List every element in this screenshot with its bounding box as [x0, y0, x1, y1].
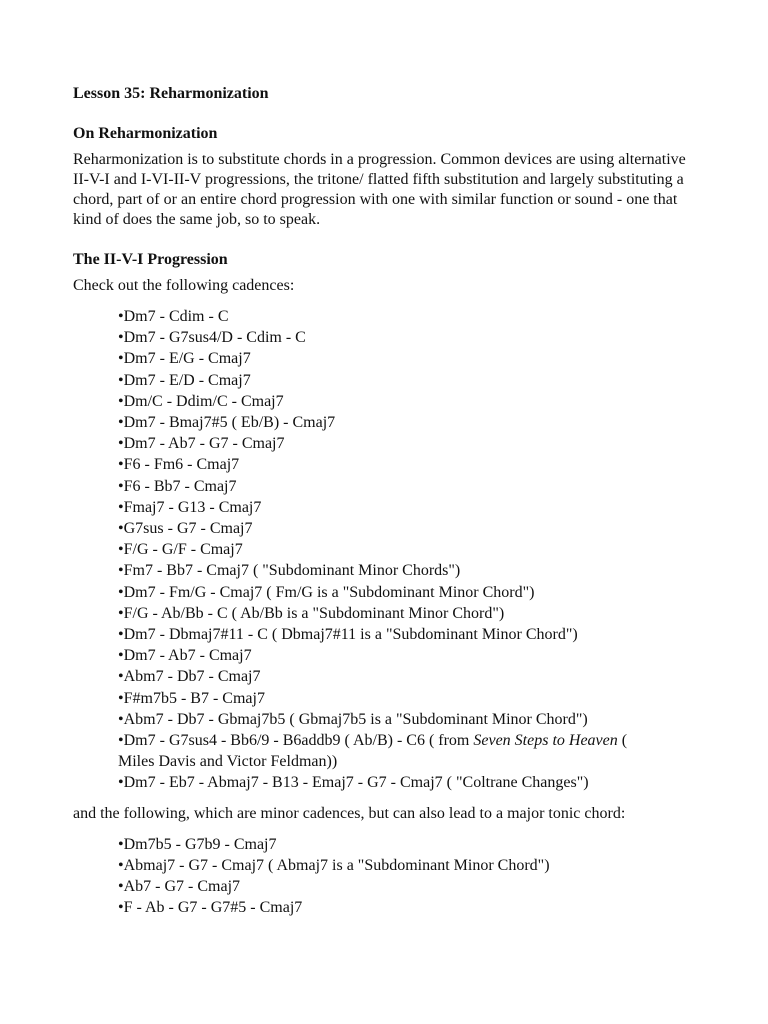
bullet-icon: • — [118, 774, 124, 792]
minor-cadence-list — [73, 834, 698, 919]
document-page — [73, 84, 698, 928]
bullet-icon: • — [118, 520, 124, 538]
list-item: •F6 - Fm6 - Cmaj7 — [118, 456, 240, 474]
cadence-list — [73, 306, 698, 794]
bullet-icon: • — [118, 435, 124, 453]
bullet-icon: • — [118, 308, 124, 325]
list-item: •Abm7 - Db7 - Gbmaj7b5 ( Gbmaj7b5 is a "Subdominant Minor Chord") — [118, 710, 588, 728]
list-item: •Dm7 - E/D - Cmaj7 — [118, 371, 251, 389]
list-item: •F#m7b5 - B7 - Cmaj7 — [118, 689, 265, 707]
list-item: •Dm7 - G7sus4/D - Cdim - C — [118, 329, 306, 347]
bullet-icon: • — [118, 710, 124, 728]
list-item: •Fmaj7 - G13 - Cmaj7 — [118, 498, 262, 516]
bullet-icon: • — [118, 689, 124, 707]
bullet-icon: • — [118, 562, 124, 580]
list-item: •G7sus - G7 - Cmaj7 — [118, 520, 253, 538]
bullet-icon: • — [118, 878, 124, 896]
list-item: •Dm/C - Ddim/C - Cmaj7 — [118, 392, 284, 410]
bullet-icon: • — [118, 414, 124, 432]
song-title: Seven Steps to Heaven — [473, 732, 618, 750]
bullet-icon: • — [118, 583, 124, 601]
list-item-coltrane: •Dm7 - Eb7 - Abmaj7 - B13 - Emaj7 - G7 - Cmaj7 ( "Coltrane Changes") — [118, 774, 589, 792]
bullet-icon: • — [118, 604, 124, 622]
bullet-icon: • — [118, 350, 124, 368]
list-item: •Dm7b5 - G7b9 - Cmaj7 — [118, 835, 277, 853]
bullet-icon: • — [118, 732, 124, 750]
bullet-icon: • — [118, 329, 124, 347]
lesson-title: Lesson 35: Reharmonization — [73, 85, 269, 102]
bullet-icon: • — [118, 835, 124, 853]
list-item: •Dm7 - Cdim - C — [118, 308, 229, 325]
minor-cadences-intro: and the following, which are minor cadences, but can also lead to a major tonic chord: — [73, 804, 626, 822]
bullet-icon: • — [118, 371, 124, 389]
list-item: •F/G - G/F - Cmaj7 — [118, 541, 243, 559]
list-item: •F6 - Bb7 - Cmaj7 — [118, 477, 237, 495]
bullet-icon: • — [118, 498, 124, 516]
bullet-icon: • — [118, 899, 124, 917]
bullet-icon: • — [118, 392, 124, 410]
bullet-icon: • — [118, 626, 124, 644]
bullet-icon: • — [118, 456, 124, 474]
list-item: •F/G - Ab/Bb - C ( Ab/Bb is a "Subdominant Minor Chord") — [118, 604, 505, 622]
bullet-icon: • — [118, 668, 124, 686]
section-heading-ii-v-i: The II-V-I Progression — [73, 251, 228, 268]
list-item: •Abm7 - Db7 - Cmaj7 — [118, 668, 261, 686]
list-item: •Abmaj7 - G7 - Cmaj7 ( Abmaj7 is a "Subdominant Minor Chord") — [118, 856, 550, 874]
bullet-icon: • — [118, 477, 124, 495]
list-item: •Dm7 - Ab7 - Cmaj7 — [118, 647, 252, 665]
list-item: •Fm7 - Bb7 - Cmaj7 ( "Subdominant Minor Chords") — [118, 562, 461, 580]
reharmonization-paragraph: Reharmonization is to substitute chords in a progression. Common devices are using alternative II-V-I and I-VI-II-V progressions, the tritone/ flatted fifth substitution and largely substituting a chord, part of or an entire chord progression with one with similar function or sound - one that kind of does the same job, so to speak. — [73, 151, 686, 228]
list-item: •Dm7 - Ab7 - G7 - Cmaj7 — [118, 435, 285, 453]
list-item: •Dm7 - Dbmaj7#11 - C ( Dbmaj7#11 is a "Subdominant Minor Chord") — [118, 626, 578, 644]
section-heading-on-reharmonization: On Reharmonization — [73, 125, 218, 142]
list-item: •Dm7 - Bmaj7#5 ( Eb/B) - Cmaj7 — [118, 414, 336, 432]
list-item: •Ab7 - G7 - Cmaj7 — [118, 878, 241, 896]
bullet-icon: • — [118, 647, 124, 665]
list-item: •Dm7 - Fm/G - Cmaj7 ( Fm/G is a "Subdominant Minor Chord") — [118, 583, 535, 601]
bullet-icon: • — [118, 541, 124, 559]
bullet-icon: • — [118, 856, 124, 874]
list-item: •Dm7 - E/G - Cmaj7 — [118, 350, 251, 368]
list-item-seven-steps: •Dm7 - G7sus4 - Bb6/9 - B6addb9 ( Ab/B) - C6 ( from Seven Steps to Heaven ( Miles Davis and Victor Feldman)) — [118, 732, 628, 771]
list-item: •F - Ab - G7 - G7#5 - Cmaj7 — [118, 899, 303, 917]
cadences-intro: Check out the following cadences: — [73, 277, 295, 294]
